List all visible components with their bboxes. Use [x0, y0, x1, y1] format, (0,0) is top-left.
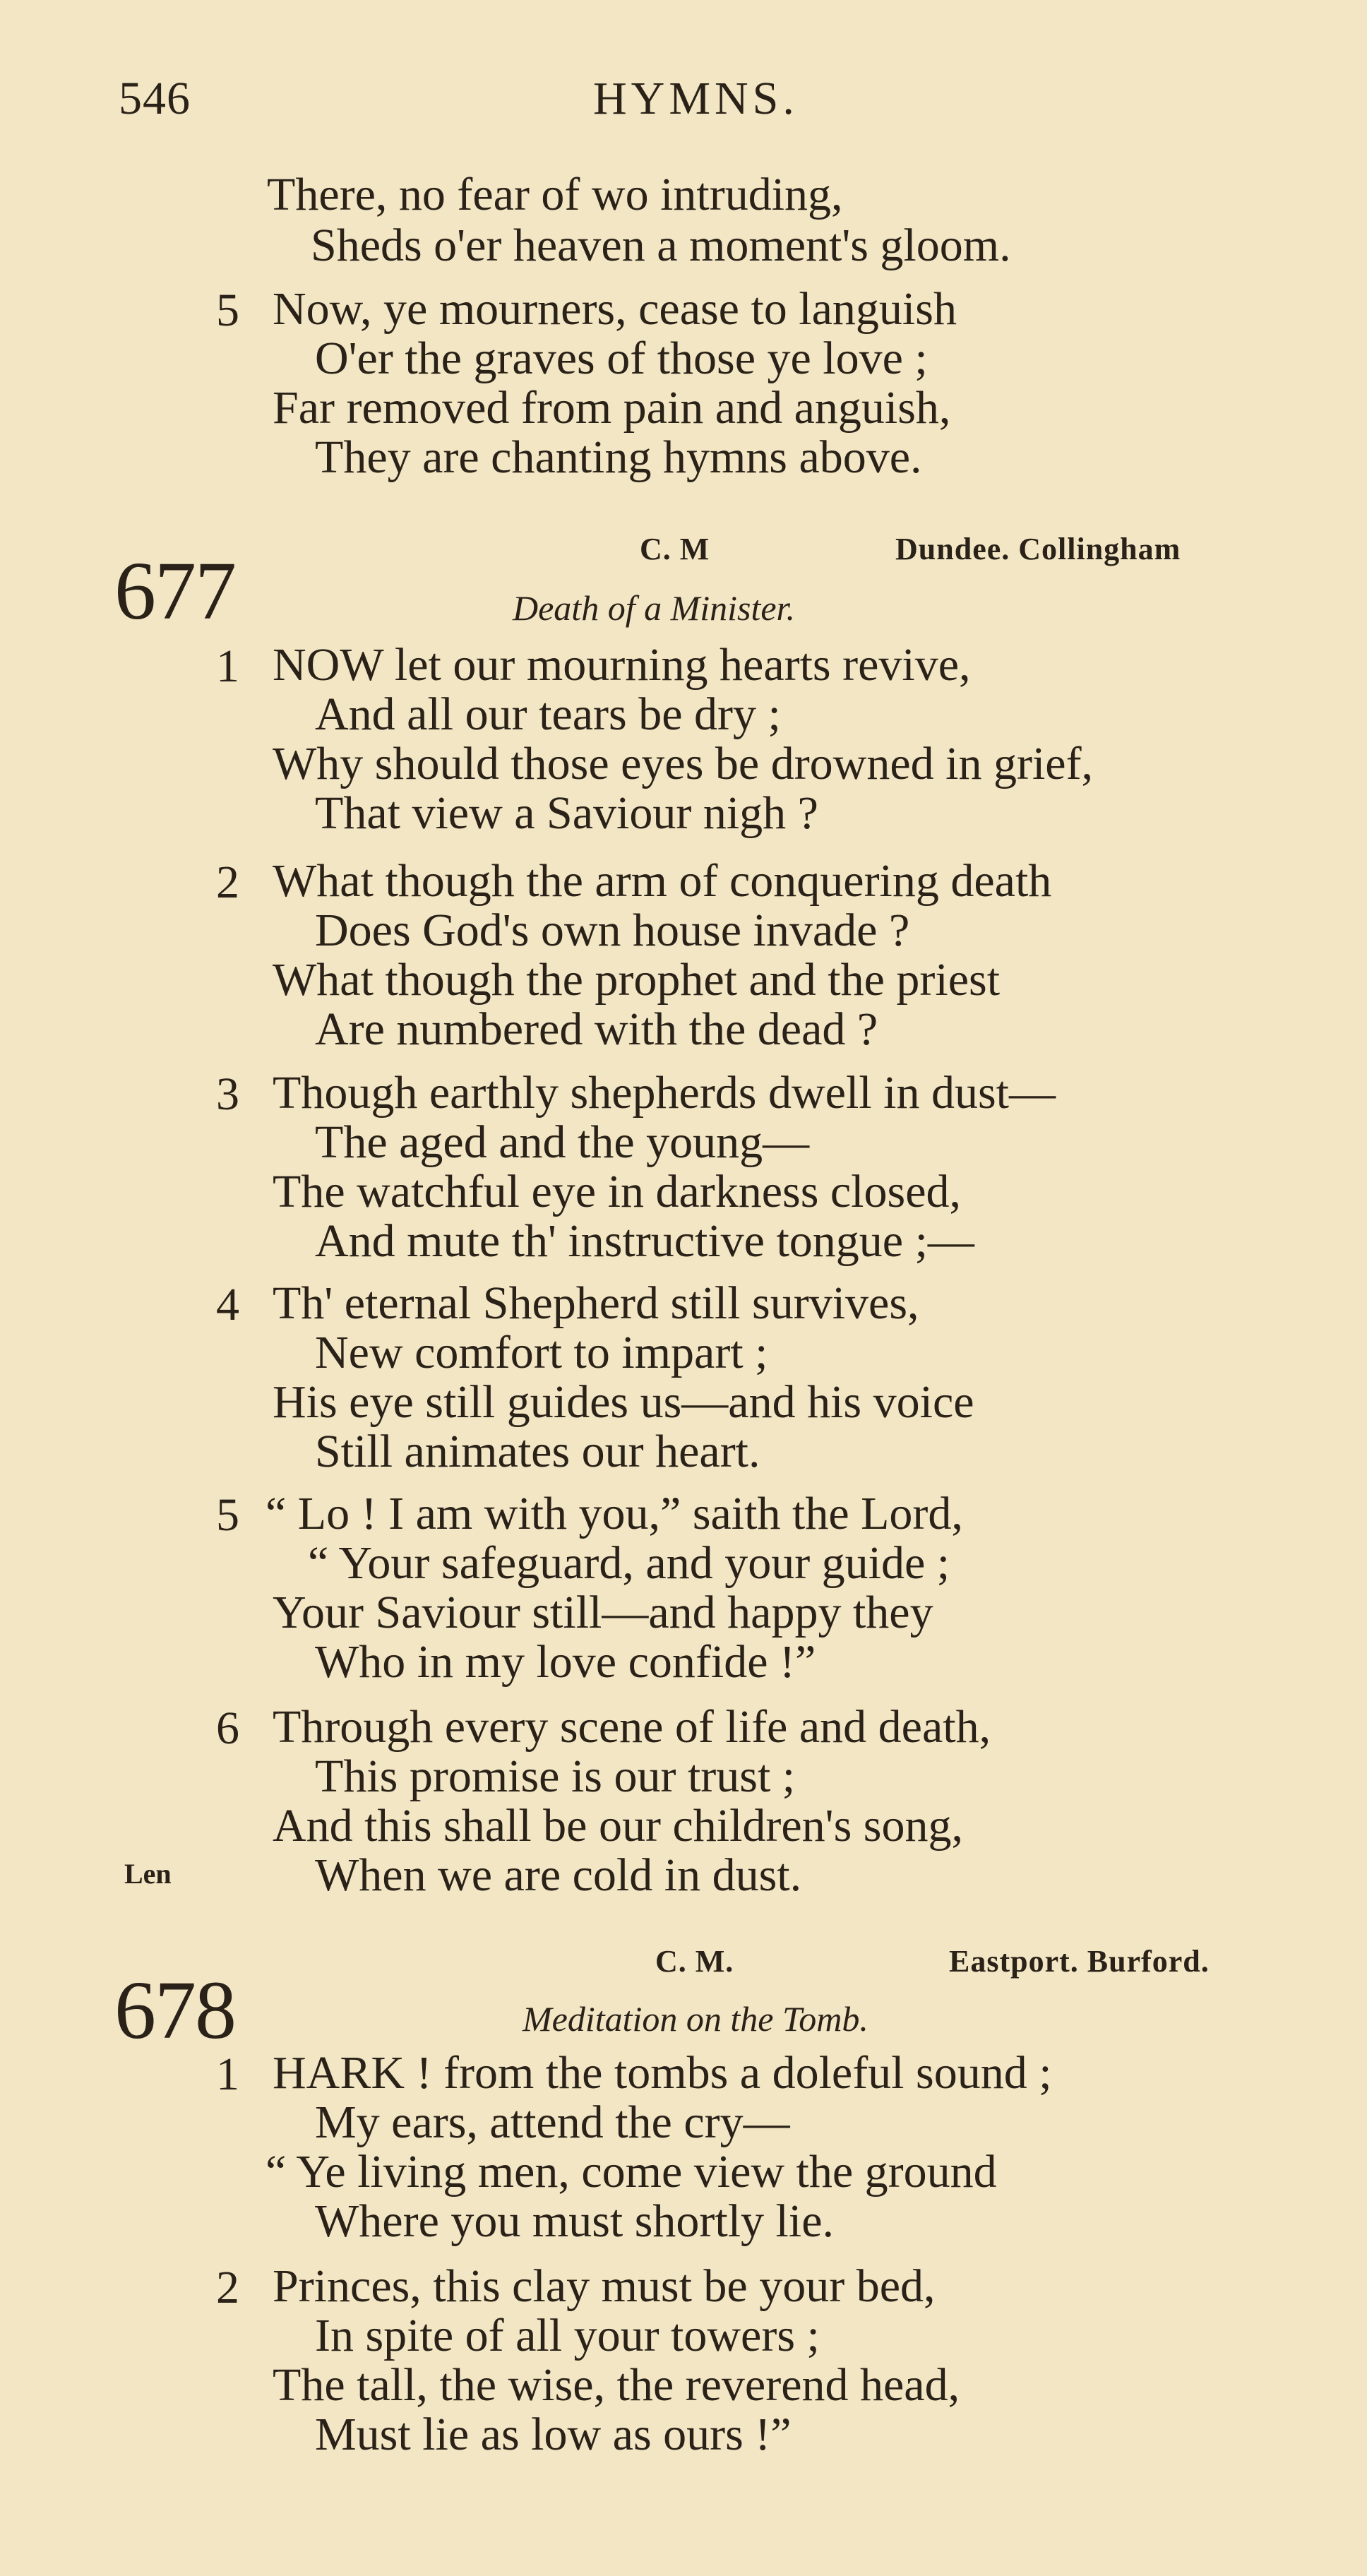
hymn-meter: C. M. [655, 1944, 734, 1979]
stanza-number: 2 [216, 857, 239, 908]
verse-line: Your Saviour still—and happy they [273, 1587, 933, 1638]
verse-line: NOW let our mourning hearts revive, [273, 639, 971, 691]
hymn-meter: C. M [640, 532, 710, 566]
hymn-title: Death of a Minister. [513, 588, 795, 628]
verse-line: That view a Saviour nigh ? [315, 787, 818, 839]
verse-line: Sheds o'er heaven a moment's gloom. [311, 220, 1011, 271]
verse-line: Still animates our heart. [315, 1426, 760, 1477]
hymn-number: 677 [114, 544, 235, 637]
stanza-number: 1 [216, 640, 239, 692]
verse-line: His eye still guides us—and his voice [273, 1376, 974, 1428]
verse-line: There, no fear of wo intruding, [267, 169, 843, 220]
verse-line: Does God's own house invade ? [315, 905, 910, 956]
stanza-number: 3 [216, 1068, 239, 1120]
verse-line: Must lie as low as ours !” [315, 2409, 792, 2460]
page-number: 546 [119, 73, 191, 124]
verse-line: In spite of all your towers ; [315, 2310, 820, 2361]
verse-line: Far removed from pain and anguish, [273, 382, 951, 434]
margin-note: Len [124, 1858, 172, 1890]
verse-line: The aged and the young— [315, 1116, 810, 1168]
verse-line: “ Your safeguard, and your guide ; [308, 1537, 950, 1589]
verse-line: And this shall be our children's song, [273, 1800, 963, 1852]
verse-line: Who in my love confide !” [315, 1636, 816, 1688]
verse-line: Princes, this clay must be your bed, [273, 2260, 936, 2312]
verse-line: What though the prophet and the priest [273, 954, 1001, 1006]
verse-line: Through every scene of life and death, [273, 1701, 991, 1753]
hymn-tunes: Eastport. Burford. [949, 1944, 1210, 1979]
stanza-number: 4 [216, 1279, 239, 1330]
verse-line: The tall, the wise, the reverend head, [273, 2359, 960, 2411]
verse-line: “ Ye living men, come view the ground [265, 2146, 997, 2198]
verse-line: HARK ! from the tombs a doleful sound ; [273, 2047, 1052, 2099]
verse-line: Now, ye mourners, cease to languish [273, 283, 957, 335]
verse-line: The watchful eye in darkness closed, [273, 1166, 961, 1217]
verse-line: And mute th' instructive tongue ;— [315, 1215, 974, 1267]
verse-line: What though the arm of conquering death [273, 855, 1052, 907]
hymn-title: Meditation on the Tomb. [523, 1999, 868, 2039]
hymn-tunes: Dundee. Collingham [895, 532, 1181, 566]
stanza-number: 5 [216, 285, 239, 336]
verse-line: Are numbered with the dead ? [315, 1003, 878, 1055]
verse-line: When we are cold in dust. [315, 1849, 802, 1901]
verse-line: This promise is our trust ; [315, 1751, 796, 1802]
verse-line: Th' eternal Shepherd still survives, [273, 1277, 919, 1329]
verse-line: Though earthly shepherds dwell in dust— [273, 1067, 1056, 1119]
page-header-title: HYMNS. [593, 73, 799, 124]
verse-line: Why should those eyes be drowned in grief, [273, 738, 1094, 789]
stanza-number: 2 [216, 2262, 239, 2313]
verse-line: “ Lo ! I am with you,” saith the Lord, [265, 1488, 963, 1539]
verse-line: And all our tears be dry ; [315, 688, 781, 740]
verse-line: They are chanting hymns above. [315, 431, 922, 483]
stanza-number: 5 [216, 1489, 239, 1541]
verse-line: Where you must shortly lie. [315, 2195, 835, 2247]
verse-line: O'er the graves of those ye love ; [315, 333, 928, 384]
hymn-number: 678 [114, 1964, 235, 2056]
stanza-number: 1 [216, 2049, 239, 2100]
stanza-number: 6 [216, 1703, 239, 1754]
verse-line: New comfort to impart ; [315, 1327, 768, 1378]
verse-line: My ears, attend the cry— [315, 2097, 790, 2148]
